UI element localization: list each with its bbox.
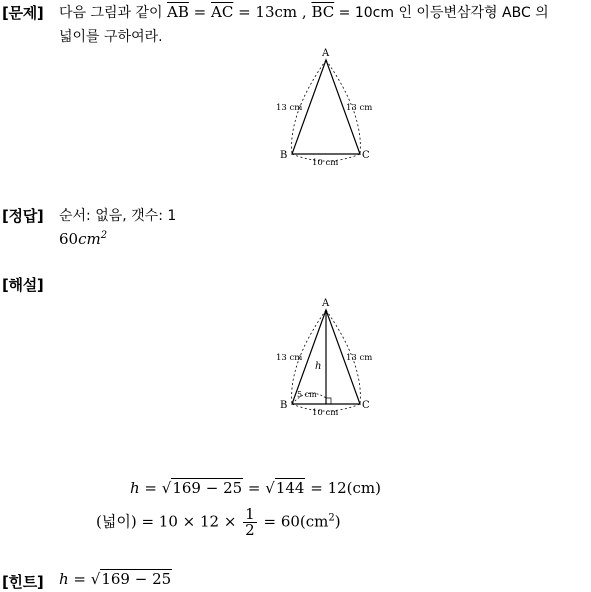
explanation-label: [해설] — [2, 276, 44, 294]
eq1-root-2: 144 — [275, 479, 305, 497]
equation-height — [130, 479, 381, 497]
eq2-exponent: 2 — [328, 512, 335, 524]
answer-value-exponent: 2 — [100, 230, 108, 241]
segment-ac: $\overline{AC}$ — [211, 3, 234, 21]
vertex-b-label: B — [280, 150, 288, 161]
hint-label: [힌트] — [2, 573, 44, 591]
problem-text-c: = 10cm 인 이등변삼각형 ABC 의 — [334, 5, 549, 21]
problem-label: [문제] — [2, 4, 44, 22]
hint-root: 169 − 25 — [101, 570, 172, 588]
side-ab-length: 13 cm — [276, 103, 303, 113]
answer-meta: 순서: 없음, 갯수: 1 — [59, 208, 177, 224]
sqrt-sign: √ — [161, 479, 172, 497]
height-label: h — [315, 361, 322, 372]
equation-area — [96, 507, 341, 538]
vertex-c-label: C — [362, 150, 370, 161]
eq2-close: ) — [334, 512, 341, 531]
side-ac-length: 13 cm — [346, 353, 373, 363]
eq1-rhs: = 12(cm) — [305, 479, 381, 497]
answer-label: [정답] — [2, 207, 44, 225]
fraction-denominator: 2 — [245, 521, 255, 539]
sqrt-sign: √ — [90, 570, 101, 588]
vertex-c-label: C — [362, 400, 370, 411]
segment-ab: $\overline{AB}$ — [167, 3, 189, 21]
answer-value-base: 60 — [59, 230, 79, 248]
hint-lhs: h = — [59, 570, 91, 588]
side-ac-length: 13 cm — [346, 103, 373, 113]
hint-text — [59, 570, 172, 588]
segment-bc: $\overline{BC}$ — [311, 3, 335, 21]
triangle-figure-2 — [270, 294, 380, 418]
equals-sign: = — [188, 3, 211, 21]
side-bc-length: 10 cm — [312, 158, 339, 168]
sqrt-sign: √ — [265, 479, 275, 497]
side-ab-length: 13 cm — [276, 353, 303, 363]
eq2-rhs: = 60(cm — [258, 512, 329, 531]
vertex-b-label: B — [280, 400, 288, 411]
right-angle-mark — [326, 398, 331, 404]
one-half-fraction — [243, 507, 257, 538]
half-base-length: 5 cm — [297, 390, 317, 399]
problem-text-a: 다음 그림과 같이 — [59, 5, 168, 21]
problem-line-1 — [59, 2, 549, 22]
vertex-a-label: A — [322, 298, 330, 309]
vertex-a-label: A — [322, 48, 330, 59]
eq1-lhs: h = — [130, 479, 162, 497]
eq1-root-1: 169 − 25 — [172, 479, 243, 497]
answer-value — [59, 230, 107, 248]
eq1-mid: = — [243, 479, 266, 497]
triangle-figure-1 — [270, 44, 380, 168]
answer-value-unit: cm — [78, 230, 101, 248]
problem-line-2: 넓이를 구하여라. — [59, 29, 163, 45]
side-bc-length: 10 cm — [312, 408, 339, 418]
fraction-numerator: 1 — [245, 505, 255, 523]
eq2-lhs: (넓이) = 10 × 12 × — [96, 512, 242, 531]
problem-text-b: = 13cm , — [233, 3, 312, 21]
